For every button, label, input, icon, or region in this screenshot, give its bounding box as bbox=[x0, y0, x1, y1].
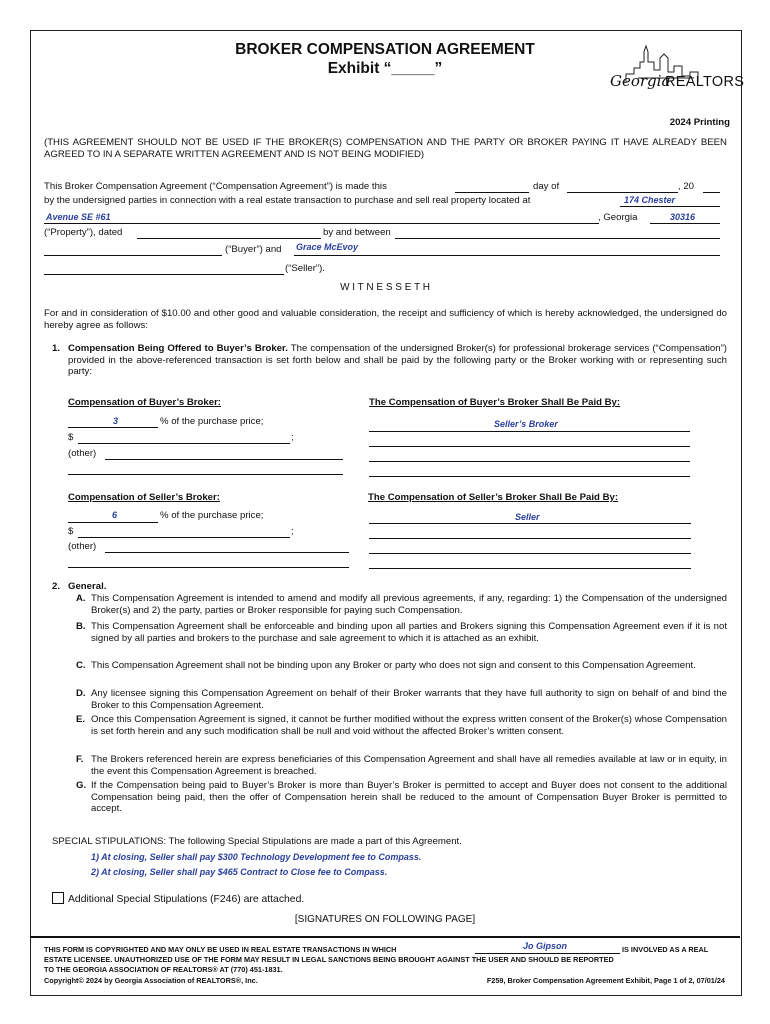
footer-line-2: ESTATE LICENSEE. UNAUTHORIZED USE OF THE FORM MAY RESULT IN LEGAL SANCTIONS BEING BROUGHT AGAINST THE USER AND SHOULD BE REPORTED bbox=[44, 955, 614, 964]
general-item-d bbox=[76, 688, 727, 711]
section-2-heading: General. bbox=[68, 581, 107, 592]
zip-field[interactable] bbox=[650, 223, 720, 224]
item-key: D. bbox=[76, 688, 86, 699]
buyer-and-label: (“Buyer”) and bbox=[225, 244, 282, 255]
buyer-pct-label: % of the purchase price; bbox=[160, 416, 264, 427]
buyer-other-field-1[interactable] bbox=[105, 459, 343, 460]
general-item-c bbox=[76, 660, 727, 672]
general-item-e bbox=[76, 714, 727, 737]
general-item-f bbox=[76, 754, 727, 777]
witnesseth-heading: W I T N E S S E T H bbox=[340, 282, 430, 293]
intro-text-1: This Broker Compensation Agreement (“Compensation Agreement”) is made this bbox=[44, 181, 387, 192]
seller-paid-by-field-1[interactable] bbox=[369, 523, 691, 524]
section-1-body: The compensation of the undersigned Broker(s) for professional brokerage services (“Compensation”) provided in the above-referenced transaction is set forth below and shall be paid by the following party or the Broker working with or representing such party: bbox=[68, 343, 727, 378]
general-item-b bbox=[76, 621, 727, 644]
address-line-1[interactable] bbox=[620, 206, 720, 207]
item-key: G. bbox=[76, 780, 87, 791]
address-line-2[interactable] bbox=[44, 223, 599, 224]
special-stipulations-heading: SPECIAL STIPULATIONS: The following Special Stipulations are made a part of this Agreement. bbox=[52, 836, 462, 847]
general-item-a bbox=[76, 593, 727, 616]
item-text: Once this Compensation Agreement is signed, it cannot be further modified without the express written consent of the Broker(s) whose Compensation is set forth herein and any such modification shall be null and void without the affected Broker’s written consent. bbox=[91, 714, 727, 737]
general-item-g bbox=[76, 780, 727, 815]
address-value-2: Avenue SE #61 bbox=[46, 212, 111, 222]
licensee-name: Jo Gipson bbox=[523, 941, 568, 951]
buyer-pct-field[interactable] bbox=[68, 427, 158, 428]
signatures-note: [SIGNATURES ON FOLLOWING PAGE] bbox=[294, 914, 476, 925]
buyer-paid-by-field-4[interactable] bbox=[369, 476, 690, 477]
seller-pct-value: 6 bbox=[112, 510, 118, 520]
seller-paid-by-value: Seller bbox=[515, 512, 540, 522]
address-value-1: 174 Chester bbox=[624, 195, 676, 205]
form-identifier: F259, Broker Compensation Agreement Exhibit, Page 1 of 2, 07/01/24 bbox=[486, 976, 725, 985]
intro-text-2: by the undersigned parties in connection with a real estate transaction to purchase and sell real property located at bbox=[44, 195, 531, 206]
section-2-number: 2. bbox=[52, 581, 61, 592]
buyer-paid-by-value: Seller’s Broker bbox=[494, 419, 558, 429]
item-text: This Compensation Agreement is intended to amend and modify all previous agreements, if any, regarding: 1) the Compensation of the undersigned Broker(s) and 2) the party, parties or Broker responsible for paying such Compensation. bbox=[91, 593, 727, 616]
intro-year-prefix: , 20 bbox=[678, 181, 695, 192]
printing-year: 2024 Printing bbox=[669, 117, 730, 128]
buyer-other-label: (other) bbox=[68, 448, 97, 459]
item-text: This Compensation Agreement shall be enforceable and binding upon all parties and Brokers signing this Compensation Agreement even if it is not signed by all parties and brokers to the purchase and sale agreement to which it is attached as an exhibit. bbox=[91, 621, 727, 644]
exhibit-label: Exhibit “_____” bbox=[327, 60, 443, 77]
month-field[interactable] bbox=[567, 192, 678, 193]
item-key: E. bbox=[76, 714, 86, 725]
property-dated-label: (“Property”), dated bbox=[44, 227, 123, 238]
buyer-dollar-label: $ bbox=[68, 432, 74, 443]
buyer-dollar-field[interactable] bbox=[78, 443, 290, 444]
intro-day-of: day of bbox=[533, 181, 560, 192]
item-key: F. bbox=[76, 754, 84, 765]
seller-paid-by-field-4[interactable] bbox=[369, 568, 691, 569]
georgia-label: , Georgia bbox=[598, 212, 638, 223]
seller-name-value: Grace McEvoy bbox=[296, 242, 359, 252]
buyer-pct-value: 3 bbox=[113, 416, 119, 426]
footer-line-3: TO THE GEORGIA ASSOCIATION OF REALTORS® AT (770) 451-1831. bbox=[44, 965, 283, 974]
footer-line-1b: IS INVOLVED AS A REAL bbox=[622, 945, 709, 954]
seller-comp-heading: Compensation of Seller’s Broker: bbox=[68, 492, 220, 503]
logo-bold-text: REALTORS bbox=[665, 74, 745, 90]
seller-pct-field[interactable] bbox=[68, 522, 158, 523]
document-title: BROKER COMPENSATION AGREEMENT bbox=[235, 41, 535, 58]
item-text: If the Compensation being paid to Buyer’s Broker is more than Buyer’s Broker is permitted to accept and Buyer does not consent to the additional Compensation being paid, then the offer of Compensation herein shall be reduced to the amount of Compensation Buyer Broker is permitted to accept. bbox=[91, 780, 727, 815]
stipulation-2[interactable]: 2) At closing, Seller shall pay $465 Contract to Close fee to Compass. bbox=[91, 867, 388, 877]
seller-other-field-2[interactable] bbox=[68, 567, 349, 568]
seller-paid-by-heading: The Compensation of Seller’s Broker Shall Be Paid By: bbox=[368, 492, 619, 503]
day-field[interactable] bbox=[455, 192, 529, 193]
logo-script-text: Georgia bbox=[610, 72, 671, 90]
section-1-text bbox=[68, 343, 727, 378]
section-1-number: 1. bbox=[52, 343, 61, 354]
dated-field[interactable] bbox=[137, 238, 321, 239]
seller-label: (“Seller”). bbox=[285, 263, 325, 274]
seller-dollar-label: $ bbox=[68, 526, 74, 537]
seller-paid-by-field-2[interactable] bbox=[369, 538, 691, 539]
buyer-paid-by-field-1[interactable] bbox=[369, 431, 690, 432]
additional-stipulations-label: Additional Special Stipulations (F246) are attached. bbox=[68, 894, 305, 905]
footer-divider bbox=[30, 936, 740, 938]
buyer-dollar-semicolon: ; bbox=[291, 432, 294, 443]
seller-pct-label: % of the purchase price; bbox=[160, 510, 264, 521]
by-and-between-label: by and between bbox=[323, 227, 391, 238]
item-text: The Brokers referenced herein are express beneficiaries of this Compensation Agreement and shall have all remedies available at law or in equity, in the event this Compensation Agreement is breached. bbox=[91, 754, 727, 777]
section-1-heading: Compensation Being Offered to Buyer’s Broker. bbox=[68, 343, 288, 354]
buyer-paid-by-field-3[interactable] bbox=[369, 461, 690, 462]
buyer-paid-by-heading: The Compensation of Buyer’s Broker Shall Be Paid By: bbox=[369, 397, 621, 408]
georgia-realtors-logo bbox=[608, 38, 745, 100]
seller-other-field-1[interactable] bbox=[105, 552, 349, 553]
seller-name-field-2[interactable] bbox=[44, 274, 284, 275]
buyer-comp-heading: Compensation of Buyer’s Broker: bbox=[68, 397, 221, 408]
copyright-notice: Copyright© 2024 by Georgia Association of REALTORS®, Inc. bbox=[44, 976, 258, 985]
buyer-name-field-2[interactable] bbox=[44, 255, 222, 256]
item-text: This Compensation Agreement shall not be binding upon any Broker or party who does not sign and consent to this Compensation Agreement. bbox=[91, 660, 696, 671]
seller-other-label: (other) bbox=[68, 541, 97, 552]
zip-value: 30316 bbox=[670, 212, 696, 222]
item-key: A. bbox=[76, 593, 86, 604]
item-text: Any licensee signing this Compensation Agreement on behalf of their Broker warrants that they have full authority to sign on behalf of and bind the Broker to this Compensation Agreement. bbox=[91, 688, 727, 711]
additional-stipulations-checkbox[interactable] bbox=[52, 892, 64, 904]
buyer-paid-by-field-2[interactable] bbox=[369, 446, 690, 447]
year-field[interactable] bbox=[703, 192, 720, 193]
seller-name-field-1[interactable] bbox=[294, 255, 720, 256]
skyline-icon bbox=[608, 38, 736, 100]
item-key: B. bbox=[76, 621, 86, 632]
buyer-name-field-1[interactable] bbox=[395, 238, 720, 239]
footer-line-1a: THIS FORM IS COPYRIGHTED AND MAY ONLY BE USED IN REAL ESTATE TRANSACTIONS IN WHICH bbox=[44, 945, 397, 954]
seller-dollar-field[interactable] bbox=[78, 537, 290, 538]
buyer-other-field-2[interactable] bbox=[68, 474, 343, 475]
item-key: C. bbox=[76, 660, 86, 671]
seller-paid-by-field-3[interactable] bbox=[369, 553, 691, 554]
seller-dollar-semicolon: ; bbox=[291, 526, 294, 537]
stipulation-1[interactable]: 1) At closing, Seller shall pay $300 Technology Development fee to Compass. bbox=[91, 852, 422, 862]
usage-notice: (THIS AGREEMENT SHOULD NOT BE USED IF THE BROKER(S) COMPENSATION AND THE PARTY OR BROKER PAYING IT HAVE ALREADY BEEN AGREED TO IN A SEPARATE WRITTEN AGREEMENT AND IS NOT BEING MODIFIED) bbox=[44, 137, 727, 160]
consideration-paragraph: For and in consideration of $10.00 and other good and valuable consideration, the receipt and sufficiency of which is hereby acknowledged, the undersigned do hereby agree as follows: bbox=[44, 308, 727, 331]
licensee-field[interactable] bbox=[475, 953, 620, 954]
